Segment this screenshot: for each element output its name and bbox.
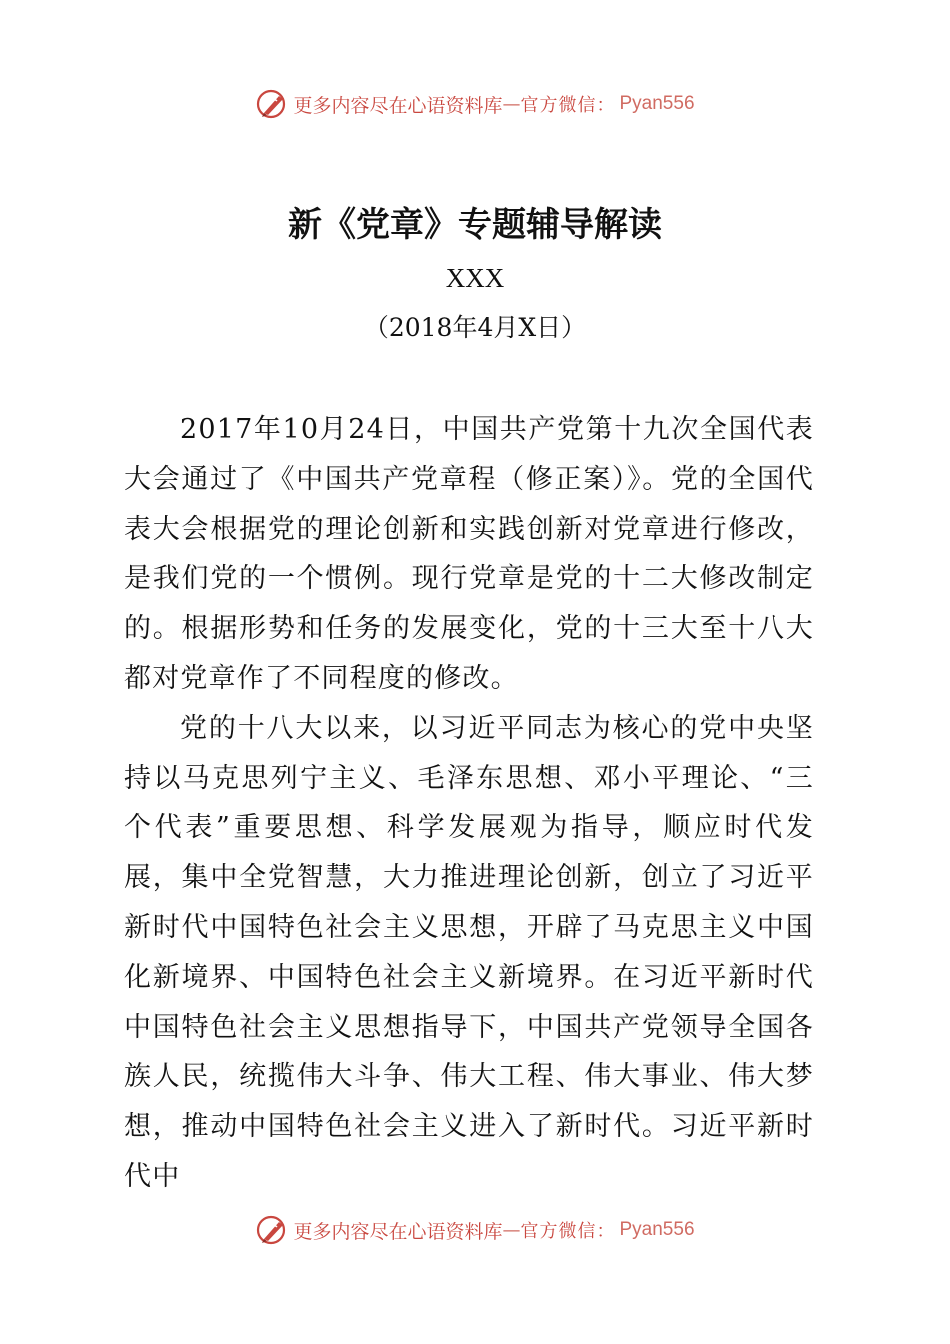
banner-site-text: 更多内容尽在心语资料库 — [293, 1220, 503, 1243]
banner-wechat-id: Pyan556 — [619, 93, 695, 114]
document-title: 新《党章》专题辅导解读 — [288, 205, 662, 245]
header-banner — [0, 84, 950, 124]
pen-nib-logo-icon — [255, 87, 289, 121]
body-paragraph-2: 党的十八大以来，以习近平同志为核心的党中央坚持以马克思列宁主义、毛泽东思想、邓小平理论、“三个代表”重要思想、科学发展观为指导，顺应时代发展，集中全党智慧，大力推进理论创新，创立了习近平新时代中国特色社会主义思想，开辟了马克思主义中国化新境界、中国特色社会主义新境界。在习近平新时代中国特色社会主义思想指导下，中国共产党领导全国各族人民，统揽伟大斗争、伟大工程、伟大事业、伟大梦想，推动中国特色社会主义进入了新时代。习近平新时代中 — [124, 712, 814, 1192]
banner-wechat-label: 官方微信： — [520, 1221, 616, 1242]
document-author: XXX — [445, 263, 505, 293]
banner-wechat-label: 官方微信： — [520, 95, 616, 116]
pen-nib-logo-icon — [255, 1213, 289, 1247]
banner-dash: — — [502, 1219, 521, 1241]
banner-wechat-id: Pyan556 — [619, 1219, 695, 1240]
banner-dash: — — [502, 93, 521, 115]
document-body — [124, 405, 814, 1202]
body-paragraph-1: 2017年10月24日，中国共产党第十九次全国代表大会通过了《中国共产党章程（修正案）》。党的全国代表大会根据党的理论创新和实践创新对党章进行修改，是我们党的一个惯例。现行党章是党的十二大修改制定的。根据形势和任务的发展变化，党的十三大至十八大都对党章作了不同程度的修改。 — [124, 414, 814, 694]
document-date: （2018年4月X日） — [363, 313, 587, 342]
footer-banner — [0, 1210, 950, 1250]
banner-site-text: 更多内容尽在心语资料库 — [293, 94, 503, 117]
